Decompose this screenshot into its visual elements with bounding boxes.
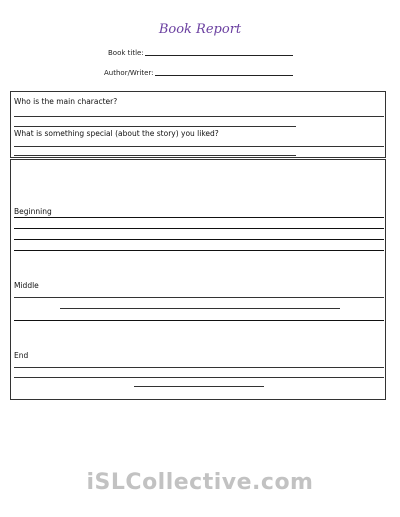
answer-line[interactable] <box>14 155 296 156</box>
author-label: Author/Writer: <box>104 69 154 77</box>
section-beginning-label: Beginning <box>14 207 52 216</box>
answer-line[interactable] <box>14 217 384 218</box>
question-special-liked: What is something special (about the story) you liked? <box>14 129 219 138</box>
page-title: Book Report <box>158 22 242 37</box>
answer-line[interactable] <box>14 320 384 321</box>
answer-line[interactable] <box>134 386 264 387</box>
answer-line[interactable] <box>14 146 384 147</box>
question-main-character: Who is the main character? <box>14 97 118 106</box>
answer-line[interactable] <box>14 250 384 251</box>
answer-line[interactable] <box>60 308 340 309</box>
book-title-label: Book title: <box>108 49 144 57</box>
answer-line[interactable] <box>14 297 384 298</box>
answer-line[interactable] <box>14 377 384 378</box>
answer-line[interactable] <box>14 126 296 127</box>
watermark: iSLCollective.com <box>86 470 314 495</box>
book-title-blank[interactable] <box>145 55 293 56</box>
answer-line[interactable] <box>14 367 384 368</box>
section-middle-label: Middle <box>14 281 39 290</box>
answer-line[interactable] <box>14 228 384 229</box>
book-title-field[interactable] <box>108 49 293 57</box>
answer-line[interactable] <box>14 116 384 117</box>
story-sections-box <box>10 159 386 400</box>
answer-line[interactable] <box>14 239 384 240</box>
author-field[interactable] <box>104 69 293 77</box>
author-blank[interactable] <box>155 75 293 76</box>
section-end-label: End <box>14 351 29 360</box>
